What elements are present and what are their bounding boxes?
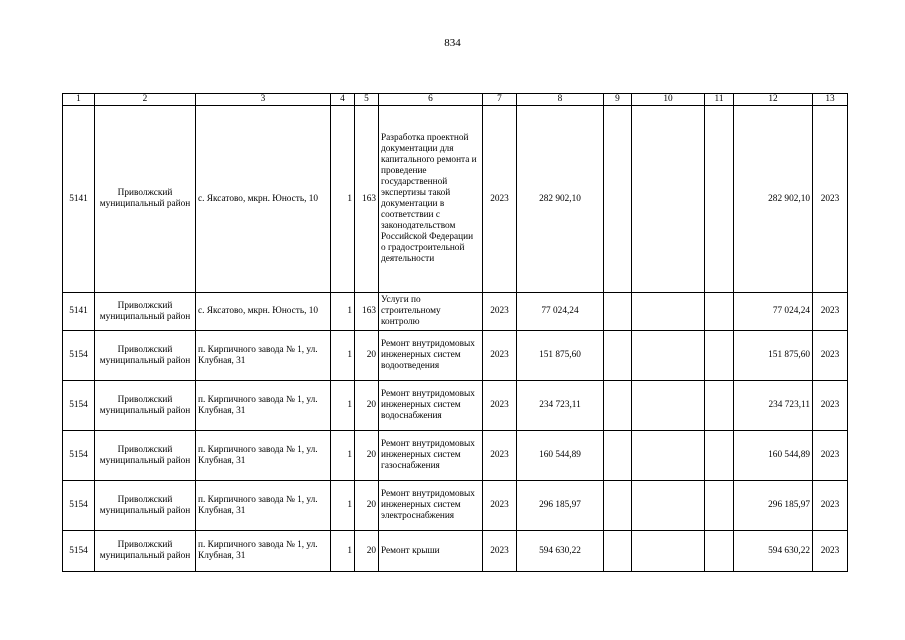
table-row	[63, 331, 848, 381]
column-9-cell	[604, 331, 632, 381]
address-cell: п. Кирпичного завода № 1, ул. Клубная, 31	[196, 531, 331, 572]
total-cost-cell: 282 902,10	[734, 106, 813, 293]
year-cell: 2023	[483, 331, 517, 381]
column-10-cell	[632, 331, 705, 381]
work-type-cell: Ремонт крыши	[379, 531, 483, 572]
column-header: 10	[632, 94, 705, 106]
column-header: 13	[813, 94, 848, 106]
column-header: 6	[379, 94, 483, 106]
column-11-cell	[705, 331, 734, 381]
column-9-cell	[604, 481, 632, 531]
work-type-cell: Разработка проектной документации для капитального ремонта и проведение государственной экспертизы такой документации в соответствии с законодательством Российской Федерации о градостроительной деятельности	[379, 106, 483, 293]
column-9-cell	[604, 431, 632, 481]
municipality-cell: Приволжский муниципальный район	[95, 381, 196, 431]
column-header: 5	[355, 94, 379, 106]
column-9-cell	[604, 381, 632, 431]
column-header: 1	[63, 94, 95, 106]
column-9-cell	[604, 293, 632, 331]
column-10-cell	[632, 381, 705, 431]
municipality-cell: Приволжский муниципальный район	[95, 331, 196, 381]
table-row	[63, 381, 848, 431]
work-type-cell: Ремонт внутридомовых инженерных систем электроснабжения	[379, 481, 483, 531]
municipality-cell: Приволжский муниципальный район	[95, 481, 196, 531]
completion-year-cell: 2023	[813, 481, 848, 531]
total-cost-cell: 594 630,22	[734, 531, 813, 572]
table-row	[63, 293, 848, 331]
column-header: 2	[95, 94, 196, 106]
municipality-cell: Приволжский муниципальный район	[95, 531, 196, 572]
column-11-cell	[705, 381, 734, 431]
column-5-cell: 163	[355, 293, 379, 331]
cost-cell: 77 024,24	[517, 293, 604, 331]
column-4-cell: 1	[331, 106, 355, 293]
year-cell: 2023	[483, 531, 517, 572]
address-cell: с. Яксатово, мкрн. Юность, 10	[196, 106, 331, 293]
column-header: 8	[517, 94, 604, 106]
completion-year-cell: 2023	[813, 331, 848, 381]
object-code-cell: 5154	[63, 431, 95, 481]
column-10-cell	[632, 481, 705, 531]
column-5-cell: 20	[355, 481, 379, 531]
column-header: 3	[196, 94, 331, 106]
column-11-cell	[705, 531, 734, 572]
object-code-cell: 5154	[63, 331, 95, 381]
year-cell: 2023	[483, 481, 517, 531]
municipality-cell: Приволжский муниципальный район	[95, 293, 196, 331]
table-row	[63, 531, 848, 572]
total-cost-cell: 160 544,89	[734, 431, 813, 481]
completion-year-cell: 2023	[813, 431, 848, 481]
column-4-cell: 1	[331, 293, 355, 331]
column-11-cell	[705, 106, 734, 293]
column-5-cell: 20	[355, 381, 379, 431]
column-5-cell: 20	[355, 531, 379, 572]
year-cell: 2023	[483, 293, 517, 331]
completion-year-cell: 2023	[813, 531, 848, 572]
column-9-cell	[604, 531, 632, 572]
column-header: 11	[705, 94, 734, 106]
column-header: 4	[331, 94, 355, 106]
column-header: 9	[604, 94, 632, 106]
address-cell: п. Кирпичного завода № 1, ул. Клубная, 31	[196, 431, 331, 481]
completion-year-cell: 2023	[813, 381, 848, 431]
total-cost-cell: 234 723,11	[734, 381, 813, 431]
column-11-cell	[705, 481, 734, 531]
cost-cell: 296 185,97	[517, 481, 604, 531]
column-5-cell: 163	[355, 106, 379, 293]
address-cell: п. Кирпичного завода № 1, ул. Клубная, 31	[196, 481, 331, 531]
cost-cell: 160 544,89	[517, 431, 604, 481]
work-type-cell: Ремонт внутридомовых инженерных систем водоотведения	[379, 331, 483, 381]
address-cell: п. Кирпичного завода № 1, ул. Клубная, 31	[196, 381, 331, 431]
municipality-cell: Приволжский муниципальный район	[95, 106, 196, 293]
total-cost-cell: 77 024,24	[734, 293, 813, 331]
cost-cell: 151 875,60	[517, 331, 604, 381]
total-cost-cell: 296 185,97	[734, 481, 813, 531]
object-code-cell: 5154	[63, 381, 95, 431]
completion-year-cell: 2023	[813, 106, 848, 293]
column-10-cell	[632, 531, 705, 572]
table-row	[63, 106, 848, 293]
total-cost-cell: 151 875,60	[734, 331, 813, 381]
object-code-cell: 5141	[63, 106, 95, 293]
work-type-cell: Ремонт внутридомовых инженерных систем газоснабжения	[379, 431, 483, 481]
cost-cell: 282 902,10	[517, 106, 604, 293]
object-code-cell: 5141	[63, 293, 95, 331]
table-row	[63, 431, 848, 481]
object-code-cell: 5154	[63, 531, 95, 572]
year-cell: 2023	[483, 431, 517, 481]
address-cell: п. Кирпичного завода № 1, ул. Клубная, 31	[196, 331, 331, 381]
column-4-cell: 1	[331, 481, 355, 531]
column-10-cell	[632, 431, 705, 481]
work-type-cell: Услуги по строительному контролю	[379, 293, 483, 331]
column-5-cell: 20	[355, 331, 379, 381]
column-11-cell	[705, 431, 734, 481]
work-type-cell: Ремонт внутридомовых инженерных систем водоснабжения	[379, 381, 483, 431]
table-row	[63, 481, 848, 531]
repair-plan-table	[62, 93, 848, 572]
object-code-cell: 5154	[63, 481, 95, 531]
page-number: 834	[444, 37, 461, 49]
column-4-cell: 1	[331, 331, 355, 381]
year-cell: 2023	[483, 106, 517, 293]
completion-year-cell: 2023	[813, 293, 848, 331]
column-4-cell: 1	[331, 381, 355, 431]
column-4-cell: 1	[331, 431, 355, 481]
municipality-cell: Приволжский муниципальный район	[95, 431, 196, 481]
column-header: 7	[483, 94, 517, 106]
column-10-cell	[632, 106, 705, 293]
column-number-row	[63, 94, 848, 106]
column-9-cell	[604, 106, 632, 293]
address-cell: с. Яксатово, мкрн. Юность, 10	[196, 293, 331, 331]
column-5-cell: 20	[355, 431, 379, 481]
column-4-cell: 1	[331, 531, 355, 572]
cost-cell: 594 630,22	[517, 531, 604, 572]
column-11-cell	[705, 293, 734, 331]
year-cell: 2023	[483, 381, 517, 431]
cost-cell: 234 723,11	[517, 381, 604, 431]
column-header: 12	[734, 94, 813, 106]
column-10-cell	[632, 293, 705, 331]
